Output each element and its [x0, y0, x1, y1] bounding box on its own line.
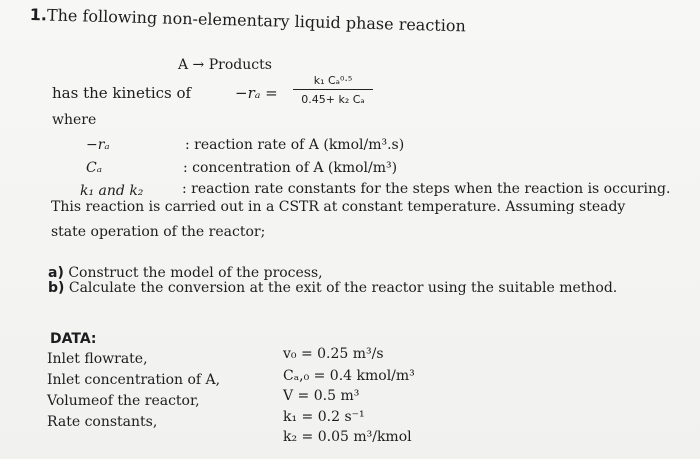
paragraph-line: This reaction is carried out in a CSTR at constant temperature. Assuming steady — [51, 199, 626, 215]
task-marker: b) — [48, 280, 65, 296]
problem-title — [30, 5, 467, 35]
definition-symbol: k₁ and k₂ — [80, 183, 144, 199]
definition-text: : reaction rate of A (kmol/m³.s) — [185, 137, 405, 153]
task-text: Calculate the conversion at the exit of the reactor using the suitable method. — [68, 280, 618, 296]
rate-denominator: 0.45+ k₂ Cₐ — [301, 93, 365, 106]
data-value: V = 0.5 m³ — [283, 388, 360, 404]
data-value: v₀ = 0.25 m³/s — [283, 346, 384, 362]
data-value: k₁ = 0.2 s⁻¹ — [283, 409, 365, 425]
definition-symbol: −rₐ — [86, 137, 110, 153]
kinetics-label: has the kinetics of — [52, 84, 192, 102]
definition-text: : concentration of A (kmol/m³) — [183, 160, 398, 176]
task-text: Construct the model of the process, — [68, 265, 323, 281]
data-title: DATA: — [50, 331, 97, 347]
data-value: Cₐ,₀ = 0.4 kmol/m³ — [283, 368, 415, 384]
reaction-equation: A → Products — [178, 57, 272, 73]
data-label: Rate constants, — [47, 414, 158, 430]
data-label: Inlet concentration of A, — [47, 372, 221, 388]
rate-numerator: k₁ Cₐ⁰·⁵ — [293, 74, 373, 90]
paragraph-line: state operation of the reactor; — [51, 224, 266, 240]
task-item-b — [48, 280, 617, 296]
problem-number: 1. — [29, 5, 48, 25]
where-label: where — [52, 112, 97, 128]
data-value: k₂ = 0.05 m³/kmol — [283, 429, 412, 445]
task-item-a — [48, 265, 323, 281]
rate-fraction — [293, 74, 373, 106]
task-marker: a) — [48, 265, 64, 281]
definition-symbol: Cₐ — [86, 160, 102, 176]
definition-text: : reaction rate constants for the steps when the reaction is occuring. — [182, 181, 671, 197]
data-label: Volumeof the reactor, — [47, 393, 200, 409]
rate-lhs: −rₐ = — [235, 84, 278, 102]
data-label: Inlet flowrate, — [47, 351, 148, 367]
problem-title-text: The following non-elementary liquid phase reaction — [46, 5, 467, 36]
